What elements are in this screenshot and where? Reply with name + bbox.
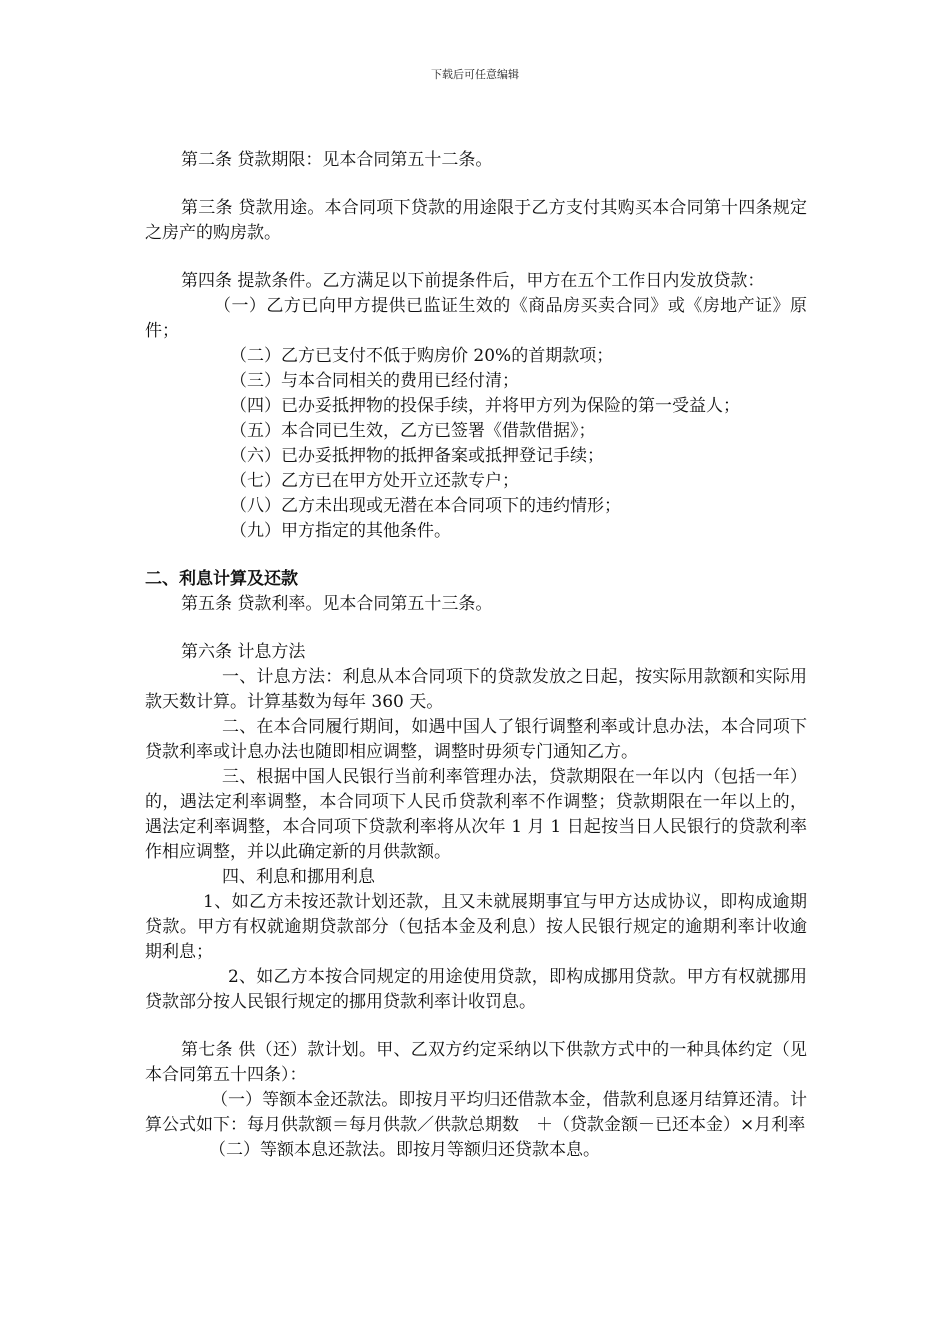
article-4-item-4: （四）已办妥抵押物的投保手续，并将甲方列为保险的第一受益人； <box>230 396 740 416</box>
section-heading-interest: 二、利息计算及还款 <box>145 569 298 589</box>
article-4-item-3: （三）与本合同相关的费用已经付清； <box>230 371 519 391</box>
article-6-clause-4: 四、利息和挪用利息 <box>222 867 375 887</box>
article-4-item-6: （六）已办妥抵押物的抵押备案或抵押登记手续； <box>230 446 604 466</box>
article-6-clause-3: 三、根据中国人民银行当前利率管理办法，贷款期限在一年以内（包括一年）的，遇法定利率调整，本合同项下人民币贷款利率不作调整；贷款期限在一年以上的，遇法定利率调整，本合同项下贷款利率将从次年 1 月 1 日起按当日人民银行的贷款利率作相应调整，并以此确定新的月供款额。 <box>145 767 807 862</box>
document-body <box>145 148 807 1163</box>
article-4-item-1: （一）乙方已向甲方提供已监证生效的《商品房买卖合同》或《房地产证》原件； <box>145 296 807 341</box>
article-6-clause-4-1: 1、如乙方未按还款计划还款，且又未就展期事宜与甲方达成协议，即构成逾期贷款。甲方有权就逾期贷款部分（包括本金及利息）按人民银行规定的逾期利率计收逾期利息； <box>145 892 807 962</box>
article-4-item-2: （二）乙方已支付不低于购房价 20%的首期款项； <box>230 346 614 366</box>
article-7-method-1: （一）等额本金还款法。即按月平均归还借款本金，借款利息逐月结算还清。计算公式如下：每月供款额＝每月供款／供款总期数 ＋（贷款金额－已还本金）×月利率 <box>145 1090 807 1135</box>
article-7-method-2: （二）等额本息还款法。即按月等额归还贷款本息。 <box>209 1140 600 1160</box>
article-3: 第三条 贷款用途。本合同项下贷款的用途限于乙方支付其购买本合同第十四条规定之房产的购房款。 <box>145 198 807 243</box>
article-6: 第六条 计息方法 <box>181 642 306 662</box>
article-5: 第五条 贷款利率。见本合同第五十三条。 <box>181 594 493 614</box>
article-4: 第四条 提款条件。乙方满足以下前提条件后，甲方在五个工作日内发放贷款： <box>181 271 765 291</box>
article-4-item-9: （九）甲方指定的其他条件。 <box>230 521 451 541</box>
article-4-item-7: （七）乙方已在甲方处开立还款专户； <box>230 471 519 491</box>
article-6-clause-1: 一、计息方法：利息从本合同项下的贷款发放之日起，按实际用款额和实际用款天数计算。计算基数为每年 360 天。 <box>145 667 807 712</box>
article-6-clause-4-2: 2、如乙方本按合同规定的用途使用贷款，即构成挪用贷款。甲方有权就挪用贷款部分按人民银行规定的挪用贷款利率计收罚息。 <box>145 967 807 1012</box>
article-4-item-5: （五）本合同已生效，乙方已签署《借款借据》； <box>230 421 596 441</box>
article-2: 第二条 贷款期限：见本合同第五十二条。 <box>181 150 493 170</box>
article-7: 第七条 供（还）款计划。甲、乙双方约定采纳以下供款方式中的一种具体约定（见本合同第五十四条）： <box>145 1040 807 1085</box>
page-header: 下载后可任意编辑 <box>431 68 519 81</box>
article-4-item-8: （八）乙方未出现或无潜在本合同项下的违约情形； <box>230 496 621 516</box>
article-6-clause-2: 二、在本合同履行期间，如遇中国人了银行调整利率或计息办法，本合同项下贷款利率或计息办法也随即相应调整，调整时毋须专门通知乙方。 <box>145 717 807 762</box>
